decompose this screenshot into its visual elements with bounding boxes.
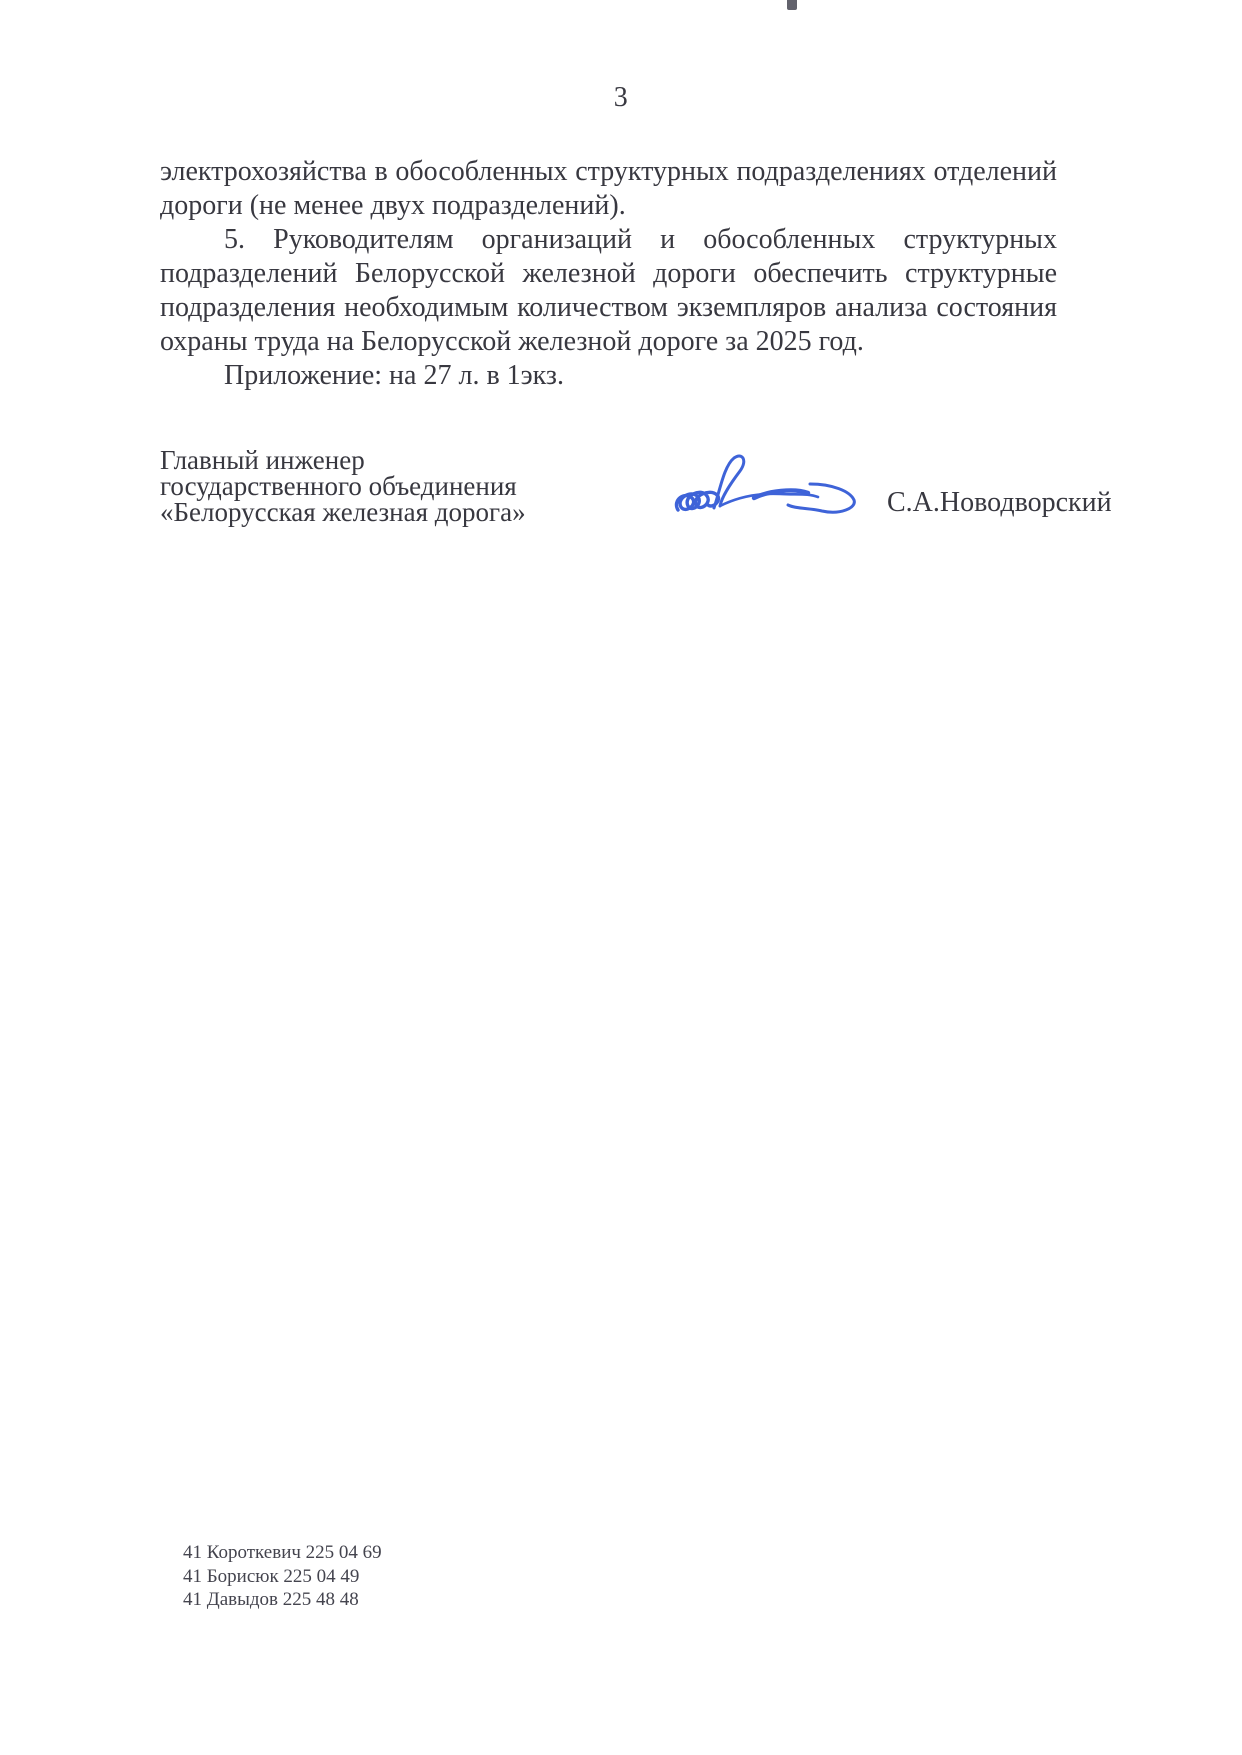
attachment-note: Приложение: на 27 л. в 1экз.: [224, 360, 564, 391]
document-body: [160, 155, 1057, 393]
contact-line: 41 Давыдов 225 48 48: [183, 1589, 359, 1610]
page-number: 3: [613, 82, 629, 113]
body-line: 5. Руководителям организаций и обособленных структурных: [224, 224, 1057, 255]
handwritten-signature-icon: [668, 446, 873, 524]
body-line: подразделения необходимым количеством экземпляров анализа состояния: [160, 292, 1057, 323]
body-line: подразделений Белорусской железной дороги обеспечить структурные: [160, 258, 1057, 289]
body-line: электрохозяйства в обособленных структурных подразделениях отделений: [160, 156, 1057, 187]
signatory-title-line: Главный инженер: [160, 445, 365, 475]
contact-line: 41 Короткевич 225 04 69: [183, 1542, 382, 1563]
signatory-title-block: [160, 447, 630, 525]
executor-contacts: [183, 1541, 382, 1612]
signatory-title-line: государственного объединения: [160, 471, 517, 501]
body-line: дороги (не менее двух подразделений).: [160, 190, 626, 221]
body-line: охраны труда на Белорусской железной дороге за 2025 год.: [160, 326, 864, 357]
scan-artifact-mark: [787, 0, 797, 10]
signatory-title-line: «Белорусская железная дорога»: [160, 497, 526, 527]
contact-line: 41 Борисюк 225 04 49: [183, 1565, 360, 1587]
signatory-name: С.А.Новодворский: [887, 487, 1112, 518]
